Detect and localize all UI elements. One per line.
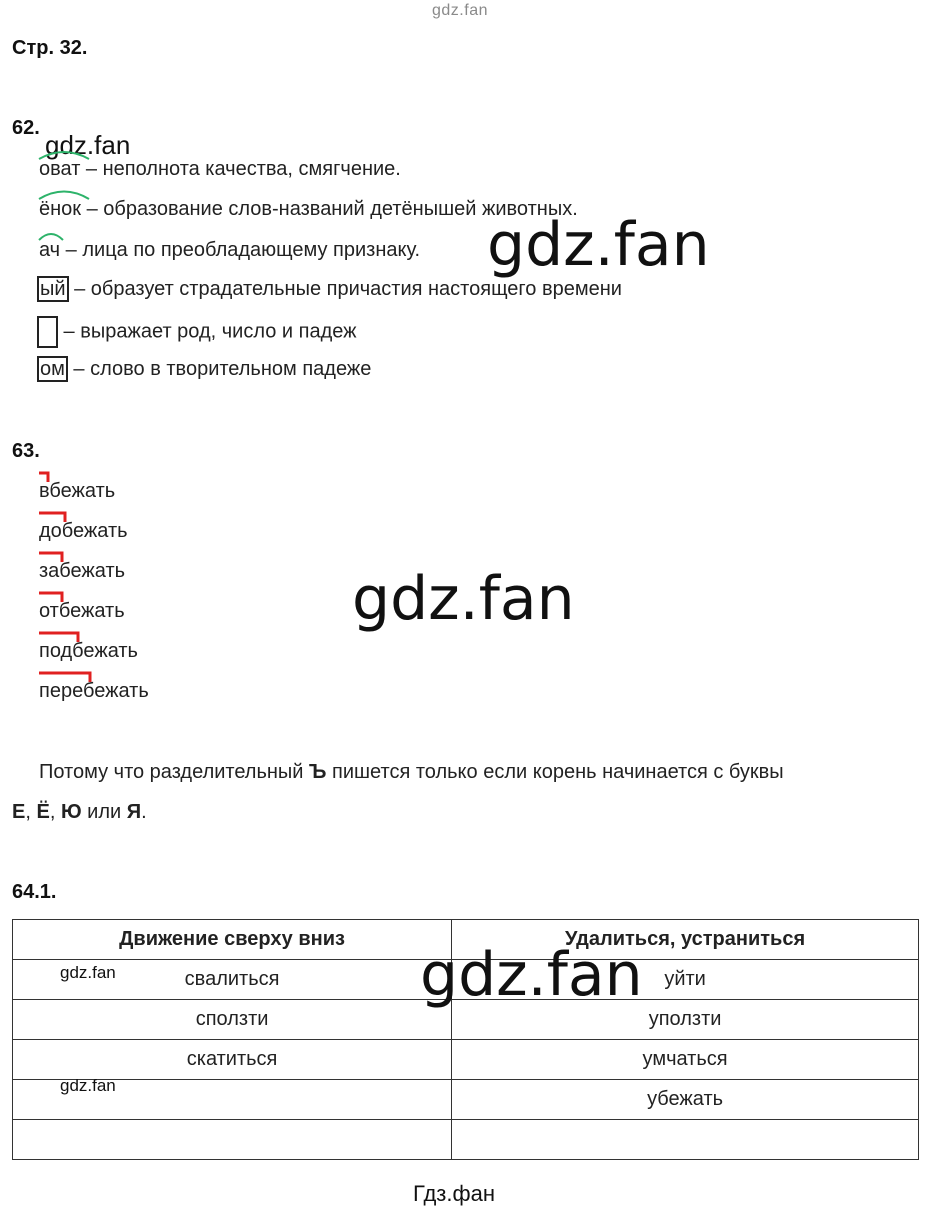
period: . <box>141 801 147 823</box>
letter-e: Е <box>12 801 26 823</box>
ex62-number: 62. <box>12 117 40 139</box>
table-cell: уйти <box>452 960 919 1000</box>
ex63-explanation-line-1 <box>39 761 784 784</box>
ex62-row-3-text: – лица по преобладающему признаку. <box>60 239 421 261</box>
ex63-word-4: отбежать <box>39 600 125 622</box>
ex62-row-3 <box>39 239 420 262</box>
suffix-ovat: оват <box>39 158 81 180</box>
ex63-word-2: добежать <box>39 520 128 542</box>
suffix-ach: ач <box>39 239 61 261</box>
table-cell: скатиться <box>13 1040 452 1080</box>
watermark-ex62: gdz.fan <box>45 130 131 160</box>
ex63-word-5: подбежать <box>39 640 138 662</box>
table-cell <box>452 1120 919 1160</box>
comma-2: , <box>49 801 61 823</box>
footer-label: Гдз.фан <box>413 1181 495 1206</box>
ex63-word-3: забежать <box>39 560 126 582</box>
letter-yu: Ю <box>60 801 82 823</box>
comma-1: , <box>25 801 37 823</box>
table-row <box>13 1080 919 1120</box>
table-header-1: Движение сверху вниз <box>13 920 452 960</box>
table-row <box>13 1040 919 1080</box>
explanation-text-2: пишется только если корень начинается с буквы <box>326 761 784 783</box>
ex63-word-6: перебежать <box>39 680 149 702</box>
watermark-top: gdz.fan <box>432 2 488 19</box>
ex62-row-5 <box>37 316 357 348</box>
ex62-row-1 <box>39 158 401 181</box>
ex62-row-6 <box>37 358 371 381</box>
explanation-text-1: Потому что разделительный <box>39 761 310 783</box>
hard-sign-letter: Ъ <box>309 761 327 783</box>
ex62-row-4 <box>37 278 622 301</box>
ex62-row-6-text: – слово в творительном падеже <box>67 358 372 380</box>
ex62-row-2-text: – образование слов-названий детёнышей животных. <box>81 198 578 220</box>
watermark-large-1: gdz.fan <box>487 210 710 280</box>
letter-ya: Я <box>126 801 142 823</box>
table-cell: убежать <box>452 1080 919 1120</box>
table-cell: умчаться <box>452 1040 919 1080</box>
or-word: или <box>81 801 127 823</box>
table-cell: свалиться <box>13 960 452 1000</box>
suffix-yonok: ёнок <box>39 198 82 220</box>
letter-yo: Ё <box>36 801 50 823</box>
ex63-number: 63. <box>12 440 40 462</box>
ending-om-box: ом <box>37 356 68 382</box>
page-label: Стр. 32. <box>12 37 88 59</box>
ex64-number: 64.1. <box>12 881 57 903</box>
table-cell <box>13 1120 452 1160</box>
ending-yy-box: ый <box>37 276 69 302</box>
zero-ending-box <box>37 316 58 348</box>
table-row <box>13 1120 919 1160</box>
table-cell: сползти <box>13 1000 452 1040</box>
watermark-table-2: gdz.fan <box>60 1076 116 1095</box>
ex63-word-1: вбежать <box>39 480 116 502</box>
table-header-2: Удалиться, устраниться <box>452 920 919 960</box>
ex62-row-1-text: – неполнота качества, смягчение. <box>80 158 401 180</box>
ex62-row-5-text: – выражает род, число и падеж <box>58 320 357 343</box>
watermark-large-3: gdz.fan <box>420 940 643 1010</box>
ex62-row-4-text: – образует страдательные причастия настоящего времени <box>68 278 622 300</box>
ex63-explanation-line-2 <box>12 801 147 824</box>
table-cell: уползти <box>452 1000 919 1040</box>
watermark-table-1: gdz.fan <box>60 963 116 982</box>
watermark-large-2: gdz.fan <box>352 564 575 634</box>
